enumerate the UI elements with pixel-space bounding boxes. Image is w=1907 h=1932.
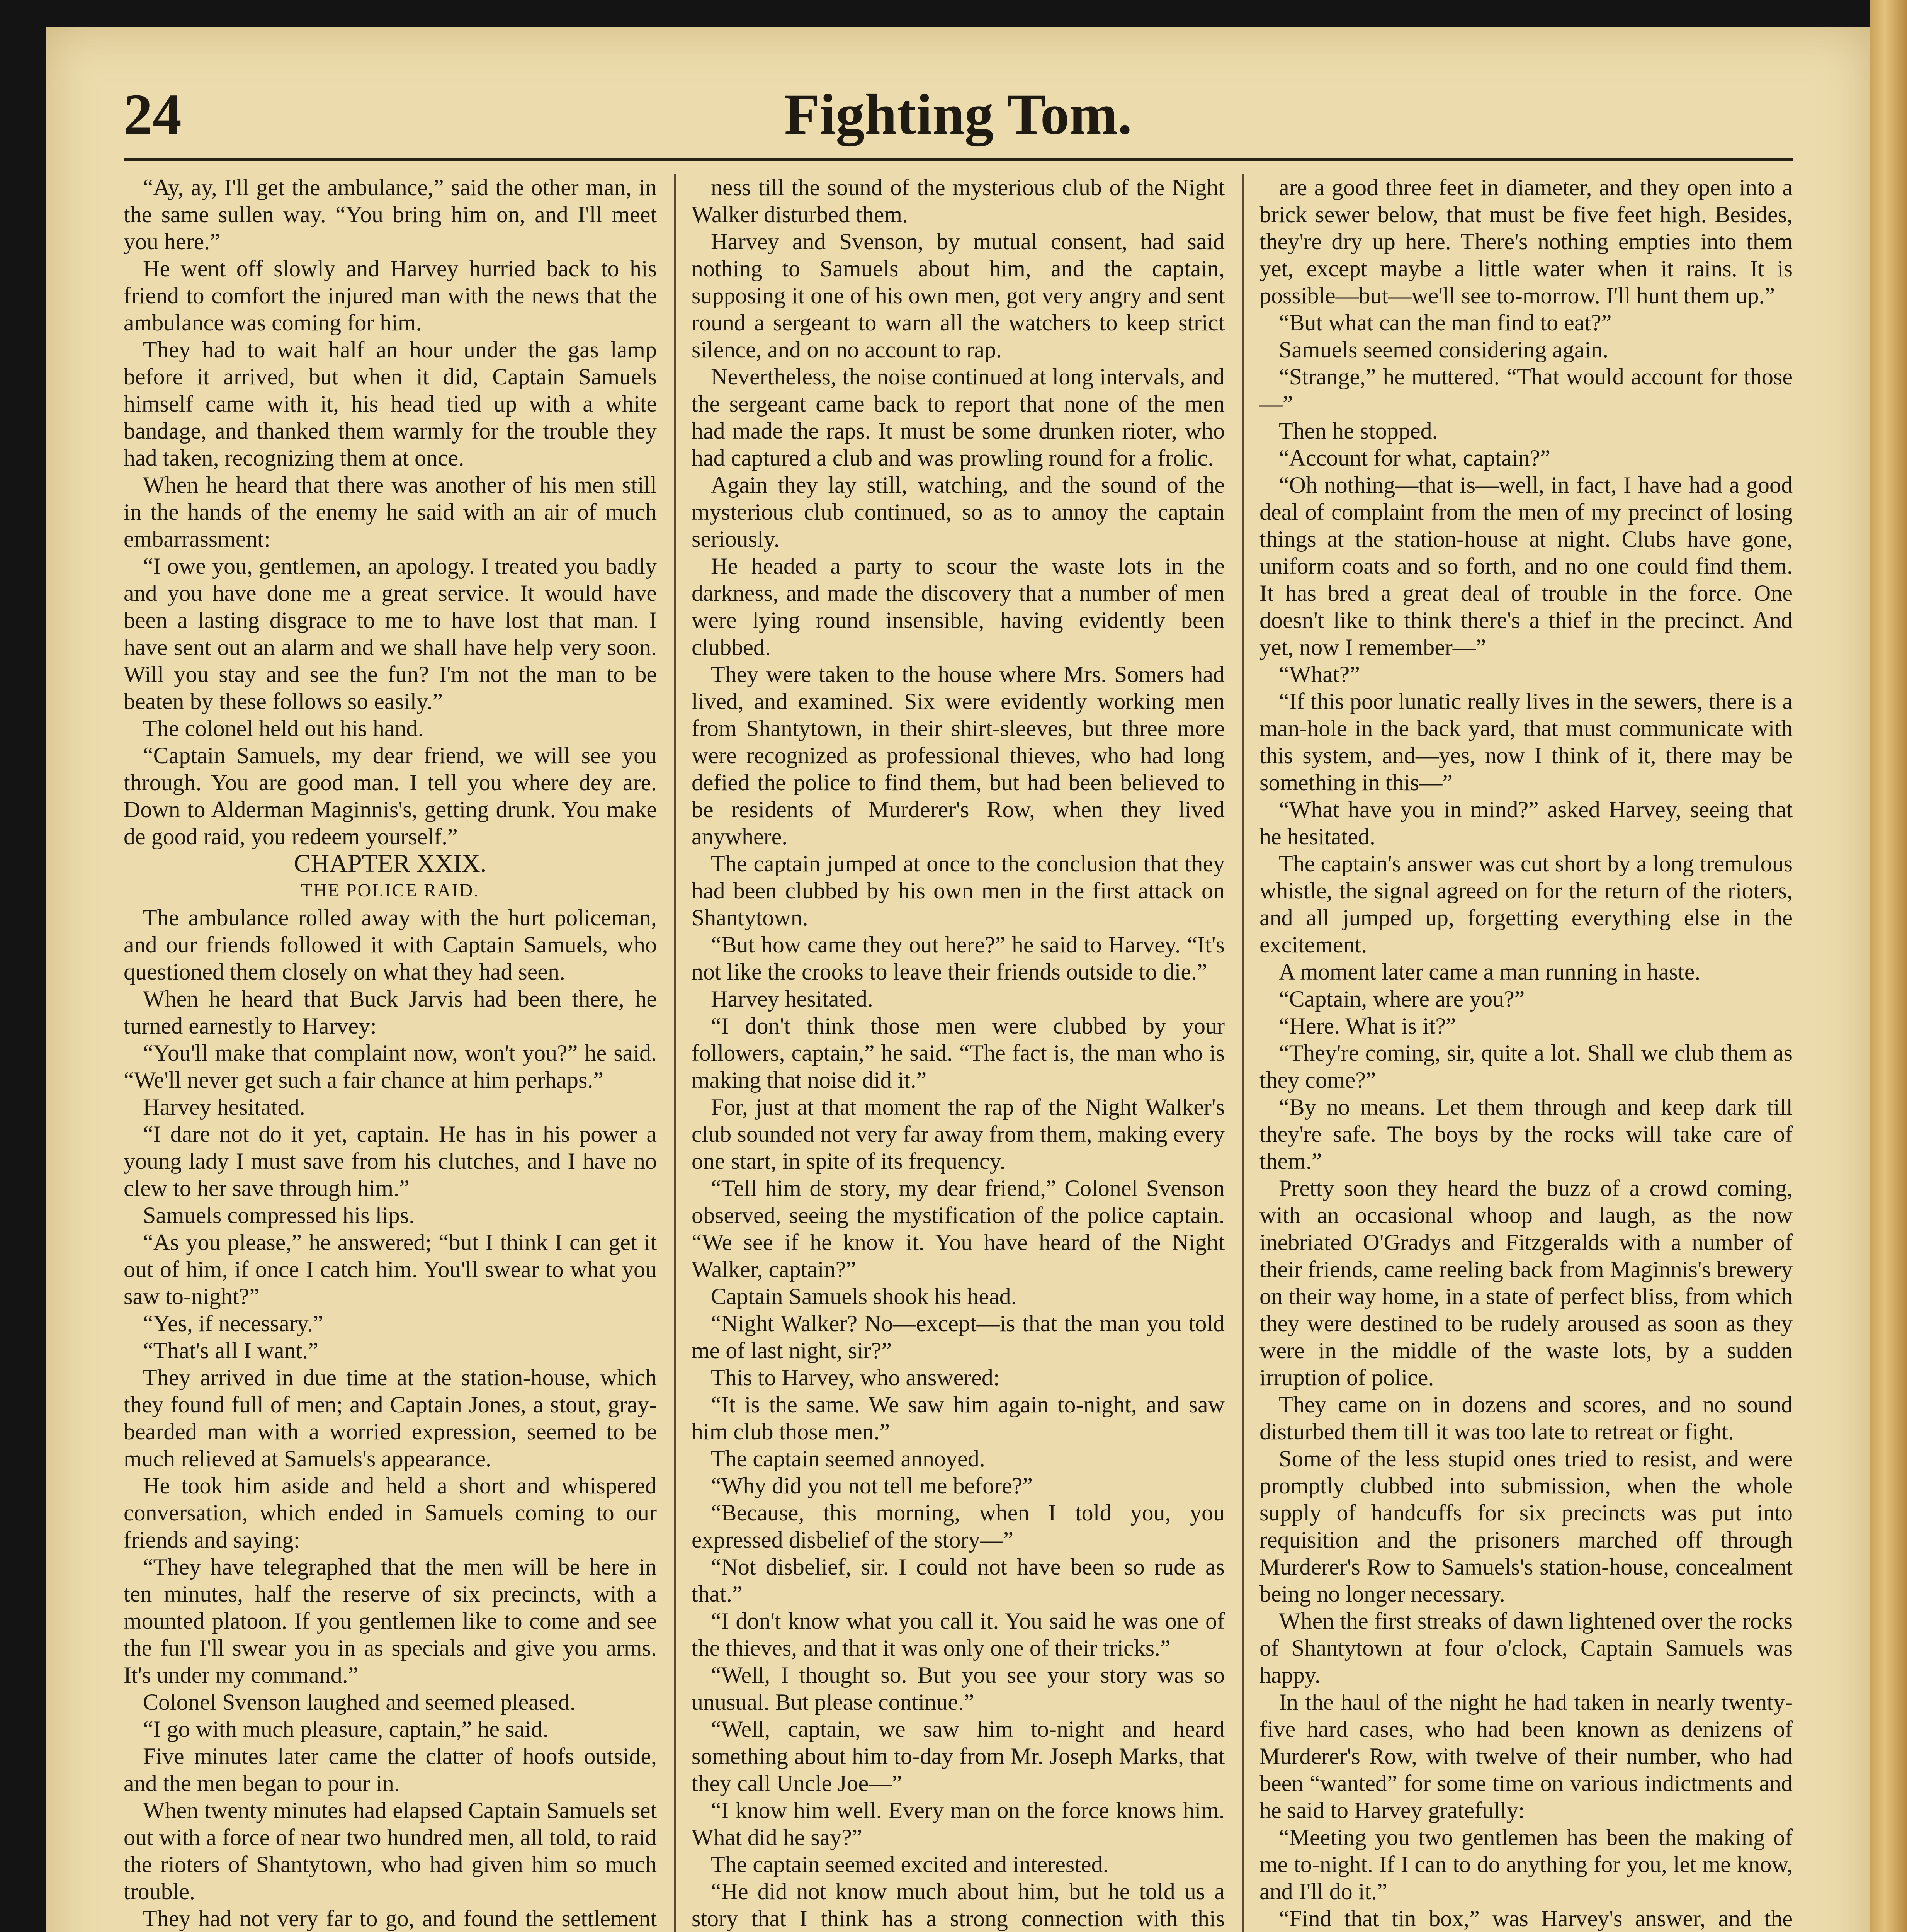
paragraph: “I dare not do it yet, captain. He has in his power a young lady I must save from his clutches, and I have no clew to her save through him.”	[124, 1121, 657, 1201]
paragraph: “Well, captain, we saw him to-night and heard something about him to-day from Mr. Joseph Marks, that they call Uncle Joe—”	[692, 1716, 1225, 1796]
paragraph: Some of the less stupid ones tried to resist, and were promptly clubbed into submission, when the whole supply of handcuffs for six precincts was put into requisition and the prisoners marched off through Murderer's Row to Samuels's station-house, concealment being no longer necessary.	[1259, 1446, 1793, 1607]
column-3	[1259, 174, 1793, 1932]
column-divider	[674, 174, 676, 1932]
paragraph: They had not very far to go, and found the settlement	[143, 1906, 657, 1931]
paragraph: Harvey and Svenson, by mutual consent, had said nothing to Samuels about him, and the captain, supposing it one of his own men, got very angry and sent round a sergeant to warn all the watchers to keep strict silence, and on no account to rap.	[692, 229, 1225, 362]
column-3-body	[1259, 174, 1793, 1932]
text-columns	[124, 174, 1793, 1932]
page-title: Fighting Tom.	[784, 82, 1132, 146]
paragraph: “What have you in mind?” asked Harvey, seeing that he hesitated.	[1259, 797, 1793, 849]
paragraph: “But how came they out here?” he said to Harvey. “It's not like the crooks to leave their friends outside to die.”	[692, 932, 1225, 985]
paragraph: Captain Samuels shook his head.	[711, 1284, 1017, 1309]
paragraph: The colonel held out his hand.	[143, 716, 424, 741]
paragraph: “I owe you, gentlemen, an apology. I treated you badly and you have done me a great service. It would have been a lasting disgrace to me to have lost that man. I have sent out an alarm and we shall have help very soon. Will you stay and see the fun? I'm not the man to be beaten by these follows so easily.”	[124, 553, 657, 714]
paragraph: ness till the sound of the mysterious club of the Night Walker disturbed them.	[692, 175, 1225, 227]
paragraph: “Account for what, captain?”	[1279, 445, 1550, 471]
paragraph: Samuels compressed his lips.	[143, 1202, 415, 1228]
paragraph: “Well, I thought so. But you see your story was so unusual. But please continue.”	[692, 1662, 1225, 1715]
paragraph: Harvey hesitated.	[143, 1094, 305, 1120]
paragraph: “Night Walker? No—except—is that the man you told me of last night, sir?”	[692, 1311, 1225, 1363]
paragraph: When twenty minutes had elapsed Captain Samuels set out with a force of near two hundred men, all told, to raid the rioters of Shantytown, who had given him so much trouble.	[124, 1798, 657, 1904]
paragraph: He went off slowly and Harvey hurried back to his friend to comfort the injured man with the news that the ambulance was coming for him.	[124, 256, 657, 335]
paragraph: “By no means. Let them through and keep dark till they're safe. The boys by the rocks will take care of them.”	[1259, 1094, 1793, 1174]
paragraph: “I know him well. Every man on the force knows him. What did he say?”	[692, 1798, 1225, 1850]
paragraph: “If this poor lunatic really lives in the sewers, there is a man-hole in the back yard, that must communicate with this system, and—yes, now I think of it, there may be something in this—”	[1259, 689, 1793, 795]
paragraph: “He did not know much about him, but he told us a story that I think has a strong connection with this	[692, 1879, 1225, 1931]
paragraph: Colonel Svenson laughed and seemed pleased.	[143, 1689, 576, 1715]
paragraph: “But what can the man find to eat?”	[1279, 310, 1612, 335]
paragraph: “Oh nothing—that is—well, in fact, I have had a good deal of complaint from the men of my precinct of losing things at the station-house at night. Clubs have gone, uniform coats and so forth, and no one could find them. It has bred a great deal of trouble in the force. One doesn't like to think there's a thief in the precinct. And yet, now I remember—”	[1259, 472, 1793, 660]
chapter-subtitle: THE POLICE RAID.	[301, 880, 480, 901]
paragraph: This to Harvey, who answered:	[711, 1365, 1000, 1390]
column-divider	[1242, 174, 1244, 1932]
paragraph: “Yes, if necessary.”	[143, 1311, 323, 1336]
paragraph: “Tell him de story, my dear friend,” Colonel Svenson observed, seeing the mystification of the police captain. “We see if he know it. You have heard of the Night Walker, captain?”	[692, 1175, 1225, 1282]
paragraph: They were taken to the house where Mrs. Somers had lived, and examined. Six were evidently working men from Shantytown, in their shirt-sleeves, but three more were recognized as professional thieves, who had long defied the police to find them, but had been believed to be residents of Murderer's Row, when they lived anywhere.	[692, 662, 1225, 849]
paragraph: “Why did you not tell me before?”	[711, 1473, 1033, 1498]
paragraph: “Because, this morning, when I told you, you expressed disbelief of the story—”	[692, 1500, 1225, 1553]
newspaper-page	[46, 27, 1870, 1932]
paragraph: When he heard that Buck Jarvis had been there, he turned earnestly to Harvey:	[124, 986, 657, 1039]
paragraph: “It is the same. We saw him again to-night, and saw him club those men.”	[692, 1392, 1225, 1444]
paragraph: “As you please,” he answered; “but I think I can get it out of him, if once I catch him. You'll swear to what you saw to-night?”	[124, 1230, 657, 1309]
page-number: 24	[124, 82, 182, 146]
paragraph: The captain seemed annoyed.	[711, 1446, 985, 1471]
chapter-heading: CHAPTER XXIX.	[294, 849, 487, 878]
paragraph: “I don't know what you call it. You said he was one of the thieves, and that it was only one of their tricks.”	[692, 1608, 1225, 1661]
paragraph: Harvey hesitated.	[711, 986, 873, 1012]
paragraph: When he heard that there was another of his men still in the hands of the enemy he said with an air of much embarrassment:	[124, 472, 657, 552]
paragraph: Samuels seemed considering again.	[1279, 337, 1609, 362]
paragraph: The ambulance rolled away with the hurt policeman, and our friends followed it with Captain Samuels, who questioned them closely on what they had seen.	[124, 905, 657, 985]
paragraph: For, just at that moment the rap of the Night Walker's club sounded not very far away from them, making every one start, in spite of its frequency.	[692, 1094, 1225, 1174]
paragraph: “I go with much pleasure, captain,” he said.	[143, 1716, 549, 1742]
paragraph: “I don't think those men were clubbed by your followers, captain,” he said. “The fact is, the man who is making that noise did it.”	[692, 1013, 1225, 1093]
paragraph: Five minutes later came the clatter of hoofs outside, and the men began to pour in.	[124, 1743, 657, 1796]
paragraph: “That's all I want.”	[143, 1338, 318, 1363]
paragraph: “You'll make that complaint now, won't you?” he said. “We'll never get such a fair chance at him perhaps.”	[124, 1040, 657, 1093]
paragraph: “Captain, where are you?”	[1279, 986, 1525, 1012]
column-2-body	[692, 174, 1225, 1932]
paragraph: He took him aside and held a short and whispered conversation, which ended in Samuels coming to our friends and saying:	[124, 1473, 657, 1553]
paragraph: They came on in dozens and scores, and no sound disturbed them till it was too late to retreat or fight.	[1259, 1392, 1793, 1444]
paragraph: They had to wait half an hour under the gas lamp before it arrived, but when it did, Captain Samuels himself came with it, his head tied up with a white bandage, and thanked them warmly for the trouble they had taken, recognizing them at once.	[124, 337, 657, 471]
paragraph: “Here. What is it?”	[1279, 1013, 1456, 1039]
paragraph: “Ay, ay, I'll get the ambulance,” said the other man, in the same sullen way. “You bring him on, and I'll meet you here.”	[124, 175, 657, 254]
column-2	[692, 174, 1225, 1932]
paragraph: Then he stopped.	[1279, 418, 1438, 444]
paragraph: “They have telegraphed that the men will be here in ten minutes, half the reserve of six precincts, with a mounted platoon. If you gentlemen like to come and see the fun I'll swear you in as specials and give you arms. It's under my command.”	[124, 1554, 657, 1688]
page-edge	[1870, 0, 1907, 1932]
paragraph: Nevertheless, the noise continued at long intervals, and the sergeant came back to report that none of the men had made the raps. It must be some drunken rioter, who had captured a club and was prowling round for a frolic.	[692, 364, 1225, 471]
paragraph: “Strange,” he muttered. “That would account for those—”	[1259, 364, 1793, 417]
paragraph: Again they lay still, watching, and the sound of the mysterious club continued, so as to annoy the captain seriously.	[692, 472, 1225, 552]
paragraph: are a good three feet in diameter, and they open into a brick sewer below, that must be five feet high. Besides, they're dry up here. There's nothing empties into them yet, except maybe a little water when it rains. It is possible—but—we'll see to-morrow. I'll hunt them up.”	[1259, 175, 1793, 308]
paragraph: He headed a party to scour the waste lots in the darkness, and made the discovery that a number of men were lying round insensible, having evidently been clubbed.	[692, 553, 1225, 660]
paragraph: Pretty soon they heard the buzz of a crowd coming, with an occasional whoop and laugh, as the now inebriated O'Gradys and Fitzgeralds with a number of their friends, came reeling back from Maginnis's brewery on their way home, in a state of perfect bliss, from which they were destined to be rudely aroused as soon as they were in the middle of the waste lots, by a sudden irruption of police.	[1259, 1175, 1793, 1390]
paragraph: The captain's answer was cut short by a long tremulous whistle, the signal agreed on for the return of the rioters, and all jumped up, forgetting everything else in the excitement.	[1259, 851, 1793, 957]
page-header	[124, 66, 1793, 161]
column-1	[124, 174, 657, 1932]
paragraph: “They're coming, sir, quite a lot. Shall we club them as they come?”	[1259, 1040, 1793, 1093]
paragraph: In the haul of the night he had taken in nearly twenty-five hard cases, who had been known as denizens of Murderer's Row, with twelve of their number, who had been “wanted” for some time on various indictments and he said to Harvey gratefully:	[1259, 1689, 1793, 1823]
paragraph: “Captain Samuels, my dear friend, we will see you through. You are good man. I tell you where dey are. Down to Alderman Maginnis's, getting drunk. You make de good raid, you redeem yourself.”	[124, 743, 657, 849]
paragraph: The captain jumped at once to the conclusion that they had been clubbed by his own men in the first attack on Shantytown.	[692, 851, 1225, 930]
paragraph: They arrived in due time at the station-house, which they found full of men; and Captain Jones, a stout, gray-bearded man with a worried expression, seemed to be much relieved at Samuels's appearance.	[124, 1365, 657, 1471]
paragraph: When the first streaks of dawn lightened over the rocks of Shantytown at four o'clock, Captain Samuels was happy.	[1259, 1608, 1793, 1688]
paragraph: A moment later came a man running in haste.	[1279, 959, 1701, 985]
paragraph: “What?”	[1279, 662, 1360, 687]
paragraph: “Find that tin box,” was Harvey's answer, and the	[1279, 1906, 1793, 1931]
paragraph: “Not disbelief, sir. I could not have been so rude as that.”	[692, 1554, 1225, 1607]
paragraph: “Meeting you two gentlemen has been the making of me to-night. If I can to do anything for you, let me know, and I'll do it.”	[1259, 1825, 1793, 1904]
column-1-body	[124, 174, 657, 850]
column-1-chapter-body	[124, 904, 657, 1932]
paragraph: The captain seemed excited and interested.	[711, 1852, 1109, 1877]
